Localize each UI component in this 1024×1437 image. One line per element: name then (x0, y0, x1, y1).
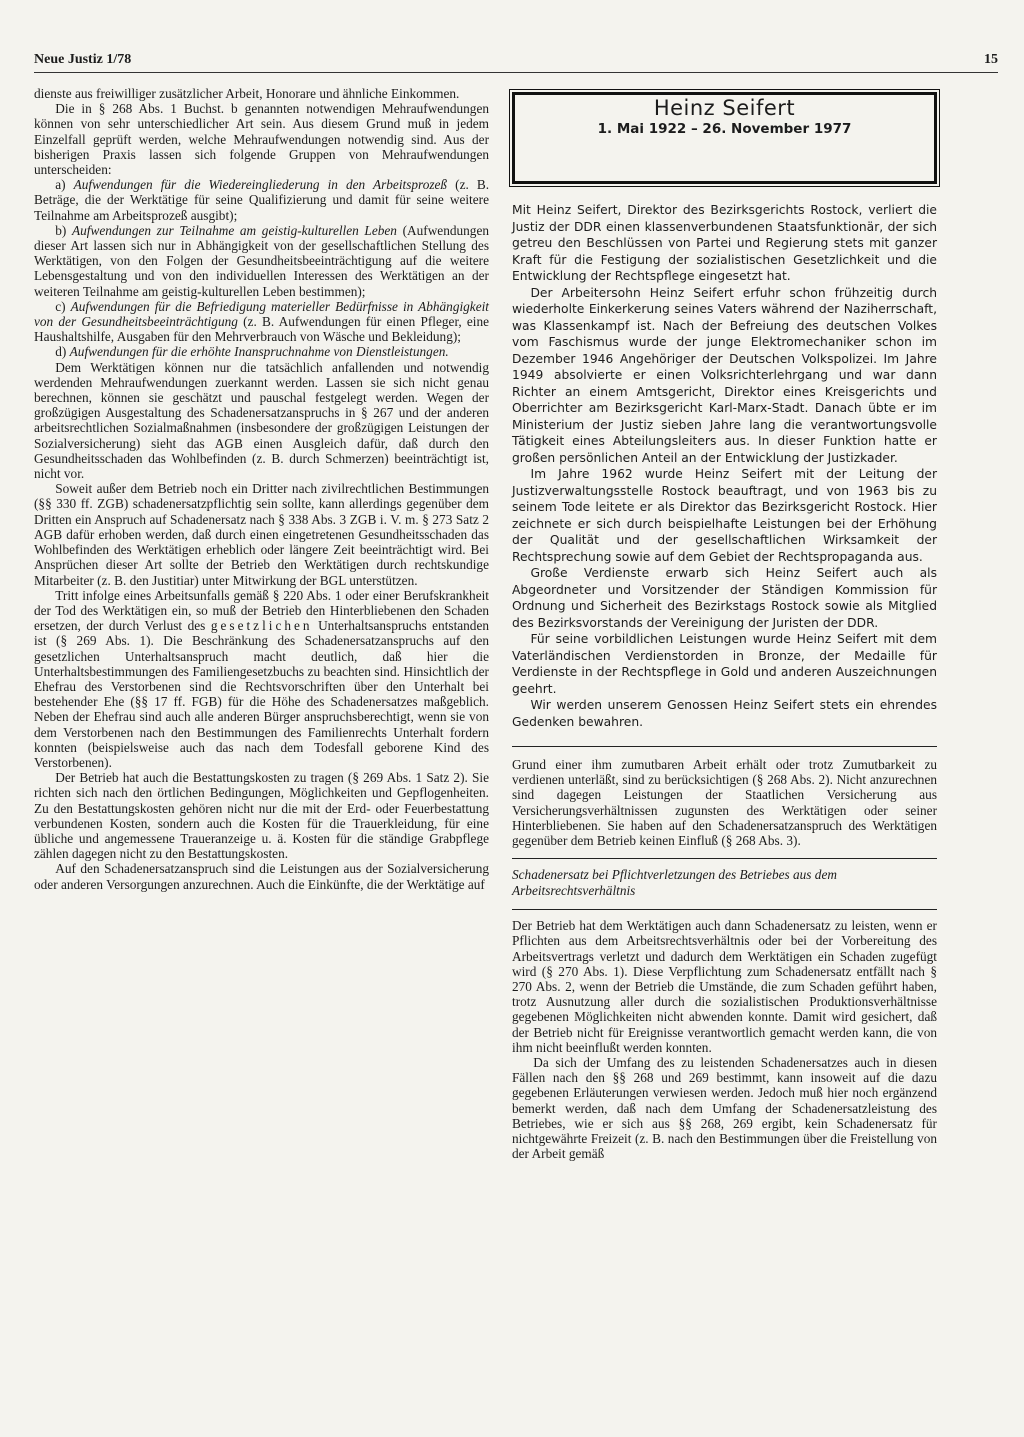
page-header (34, 52, 998, 74)
emphasis: Aufwendungen zur Teilnahme am geistig-kulturellen Leben (72, 222, 397, 238)
obituary-dates: 1. Mai 1922 – 26. November 1977 (597, 121, 852, 138)
paragraph: Grund einer ihm zumutbaren Arbeit erhält oder trotz Zumutbarkeit zu verdienen unterläßt, sind zu berücksichtigen (§ 268 Abs. 2). Nicht anzurechnen sind dagegen Leistungen der Staatlichen Versicherung aus Versicherungsverhältnissen zugunsten des Werktätigen oder seiner Hinterbliebenen. Sie haben auf den Schadenersatzanspruch des Werktätigen gegenüber dem Betrieb keinen Einfluß (§ 268 Abs. 3). (512, 757, 937, 849)
header-rule (34, 72, 998, 73)
list-label: b) (55, 222, 67, 238)
paragraph: Wir werden unserem Genossen Heinz Seifert stets ein ehrendes Gedenken bewahren. (512, 698, 937, 729)
right-column (512, 86, 937, 1161)
paragraph: Auf den Schadenersatzanspruch sind die Leistungen aus der Sozialversicherung oder anderen Versorgungen anzurechnen. Auch die Einkünfte, die der Werktätige auf (34, 861, 489, 892)
paragraph (34, 588, 489, 770)
obituary-text (512, 202, 937, 730)
list-item (34, 344, 489, 359)
list-text: (z. B. Beträge, die der Werktätige für seine Qualifizierung und damit für seine weitere Teilnahme am Arbeitsprozeß ausgibt); (34, 177, 490, 223)
list-item (34, 223, 489, 299)
list-label: d) (55, 344, 67, 360)
paragraph: Dem Werktätigen können nur die tatsächlich anfallenden und notwendig werdenden Mehraufwendungen zuerkannt werden. Lassen sie sich nicht genau berechnen, können sie geschätzt und pauschal festgelegt werden. Wegen der großzügigen Ausgestaltung des Schadenersatzanspruchs in § 267 und der anderen arbeitsrechtlichen Sozialmaßnahmen (insbesondere der großzügigen Leistungen der Sozialversicherung) sieht das AGB einen Ausgleich dafür, daß durch den Gesundheitsschaden das Wohlbefinden (z. B. durch Schmerzen) beeinträchtigt ist, nicht vor. (34, 359, 489, 482)
paragraph: Für seine vorbildlichen Leistungen wurde Heinz Seifert mit dem Vaterländischen Verdienstorden in Bronze, der Medaille für Verdienste in der Rechtspflege in Gold und anderen Auszeichnungen geehrt. (512, 632, 937, 696)
spaced-text: gesetzlichen (210, 618, 313, 634)
divider (512, 746, 937, 747)
page-number: 15 (984, 52, 998, 67)
paragraph: Im Jahre 1962 wurde Heinz Seifert mit der Leitung der Justizverwaltungsstelle Rostock beauftragt, und von 1963 bis zu seinem Tode leitete er als Direktor das Bezirksgericht Rostock. Hier zeichnete er sich durch beispielhafte Leistungen bei der Erhöhung der Qualität und der gesellschaftlichen Wirksamkeit der Rechtsprechung sowie auf dem Gebiet der Rechtspropaganda aus. (512, 467, 937, 564)
list-label: a) (55, 177, 66, 193)
obituary-name: Heinz Seifert (653, 96, 796, 120)
emphasis: Aufwendungen für die Wiedereingliederung in den Arbeitsprozeß (73, 177, 448, 193)
text-span: Unterhaltsanspruchs entstanden ist (§ 269 Abs. 1). Die Beschränkung des Schadenersatzanspruchs auf den gesetzlichen Unterhaltsanspruch macht deutlich, daß hier die Unterhaltsbestimmungen des Familiengesetzbuchs zu beachten sind. Hinsichtlich der Ehefrau des Verstorbenen sind die Rechtsvorschriften über den Unterhalt bei bestehender Ehe (§§ 17 ff. FGB) für die Höhe des Schadenersatzes maßgeblich. Neben der Ehefrau sind auch alle anderen Bürger anspruchsberechtigt, wenn sie von dem Verstorbenen nach den Bestimmungen des Familienrechts Unterhalt fordern konnten (beispielsweise auch das nach dem Todesfall geborene Kind des Verstorbenen). (34, 618, 490, 770)
list-label: c) (55, 298, 66, 314)
emphasis: Aufwendungen für die Befriedigung materieller Bedürfnisse in Abhängigkeit von der Gesundheitsbeeinträchtigung (34, 298, 489, 330)
list-text: (z. B. Aufwendungen für einen Pfleger, eine Haushaltshilfe, Ausgaben für den Mehrverbrauch von Wäsche und Bekleidung); (34, 314, 490, 345)
obituary-box (512, 92, 937, 184)
list-item (34, 299, 489, 345)
divider (512, 909, 937, 910)
paragraph: Da sich der Umfang des zu leistenden Schadenersatzes auch in diesen Fällen nach den §§ 268 und 269 bestimmt, kann insoweit auf die dazu gegebenen Erläuterungen verwiesen werden. Jedoch muß hier noch ergänzend bemerkt werden, daß nach dem Umfang der Schadenersatzleistung des Betriebes, wie er sich aus §§ 268, 269 ergibt, kein Schadenersatz für nichtgewährte Freizeit (z. B. nach den Bestimmungen über die Freistellung von der Arbeit gemäß (512, 1055, 937, 1162)
paragraph: Mit Heinz Seifert, Direktor des Bezirksgerichts Rostock, verliert die Justiz der DDR einen klassenverbundenen Staatsfunktionär, der sich getreu den Beschlüssen von Partei und Regierung stets mit ganzer Kraft für die Festigung der sozialistischen Gesetzlichkeit und die Entwicklung der Rechtspflege eingesetzt hat. (512, 203, 937, 283)
emphasis: Aufwendungen für die erhöhte Inanspruchnahme von Dienstleistungen. (69, 344, 449, 360)
paragraph: Der Betrieb hat auch die Bestattungskosten zu tragen (§ 269 Abs. 1 Satz 2). Sie richten sich nach den örtlichen Bedingungen, Möglichkeiten und Gepflogenheiten. Zu den Bestattungskosten gehören nicht nur die mit der Erd- oder Feuerbestattung verbundenen Kosten, sondern auch die Kosten für die Trauerkleidung, für eine übliche und angemessene Traueranzeige u. ä. Kosten für die ständige Grabpflege zählen dagegen nicht zu den Bestattungskosten. (34, 770, 489, 862)
left-column (34, 86, 489, 892)
continued-text (512, 757, 937, 848)
paragraph: Soweit außer dem Betrieb noch ein Dritter nach zivilrechtlichen Bestimmungen (§§ 330 ff. ZGB) schadenersatzpflichtig sein sollte, kann allerdings gegenüber dem Dritten ein Anspruch auf Schadenersatz nach § 338 Abs. 3 ZGB i. V. m. § 273 Satz 2 AGB dafür erhoben werden, daß durch einen eingetretenen Gesundheitsschaden das Wohlbefinden des Werktätigen erheblich oder längere Zeit beeinträchtigt wird. Bei Ansprüchen dieser Art sollte der Betrieb den Werktätigen durch rechtskundige Mitarbeiter (z. B. den Justitiar) unter Mitwirkung der BGL unterstützen. (34, 481, 489, 588)
paragraph: Der Betrieb hat dem Werktätigen auch dann Schadenersatz zu leisten, wenn er Pflichten aus dem Arbeitsrechtsverhältnis oder bei der Vorbereitung des Arbeitsvertrags verletzt und dadurch dem Werktätigen ein Schaden zugefügt wird (§ 270 Abs. 1). Diese Verpflichtung zum Schadenersatz entfällt nach § 270 Abs. 2, wenn der Betrieb die Umstände, die zum Schaden geführt haben, trotz Ausnutzung aller durch die sozialistischen Produktionsverhältnisse gegebenen Möglichkeiten nicht abwenden konnte. Damit wird gesichert, daß der Betrieb nicht für Ereignisse verantwortlich gemacht werden kann, die von ihm nicht beeinflußt werden konnten. (512, 918, 937, 1055)
section-text (512, 918, 937, 1161)
journal-title: Neue Justiz 1/78 (34, 52, 132, 67)
paragraph: Die in § 268 Abs. 1 Buchst. b genannten notwendigen Mehraufwendungen können von sehr unterschiedlicher Art sein. Aus diesem Grund muß in jedem Einzelfall geprüft werden, welche Mehraufwendungen notwendig sind. Aus der bisherigen Praxis lassen sich folgende Gruppen von Mehraufwendungen unterscheiden: (34, 101, 489, 178)
paragraph: dienste aus freiwilliger zusätzlicher Arbeit, Honorare und ähnliche Einkommen. (34, 86, 460, 101)
paragraph: Der Arbeitersohn Heinz Seifert erfuhr schon frühzeitig durch wiederholte Einkerkerung seines Vaters während der Naziherrschaft, was Klassenkampf ist. Nach der Befreiung des deutschen Volkes vom Faschismus wurde der junge Elektromechaniker schon im Dezember 1946 Angehöriger der Deutschen Volkspolizei. Im Jahre 1949 absolvierte er einen Volksrichterlehrgang und war dann Richter an einem Amtsgericht, Direktor eines Kreisgerichts und Oberrichter am Bezirksgericht Karl-Marx-Stadt. Danach übte er im Ministerium der Justiz sieben Jahre lang die verantwortungsvolle Tätigkeit eines Abteilungsleiters aus. In dieser Funktion hatte er großen persönlichen Anteil an der Entwicklung der Justizkader. (512, 285, 937, 465)
paragraph: Große Verdienste erwarb sich Heinz Seifert auch als Abgeordneter und Vorsitzender der Ständigen Kommission für Ordnung und Sicherheit des Bezirkstags Rostock sowie als Mitglied des Bezirksvorstands der Vereinigung der Juristen der DDR. (512, 566, 937, 630)
section-heading: Schadenersatz bei Pflichtverletzungen des Betriebes aus dem Arbeitsrechtsverhältnis (512, 867, 837, 899)
text-span: Tritt infolge eines Arbeitsunfalls gemäß § 220 Abs. 1 oder einer Berufskrankheit der Tod des Werktätigen ein, so muß der Betrieb den Hinterbliebenen den Schaden ersetzen, der durch Verlust des (34, 587, 489, 634)
list-item (34, 177, 489, 223)
list-text: (Aufwendungen dieser Art lassen sich nur in Abhängigkeit von der gesellschaftlichen Stellung des Werktätigen, von den Folgen der Gesundheitsbeeinträchtigung auf die weitere Lebensgestaltung und von den individuellen Interessen des Werktätigen an der weiteren Teilnahme am geistig-kulturellen Leben bestimmen); (34, 222, 489, 299)
